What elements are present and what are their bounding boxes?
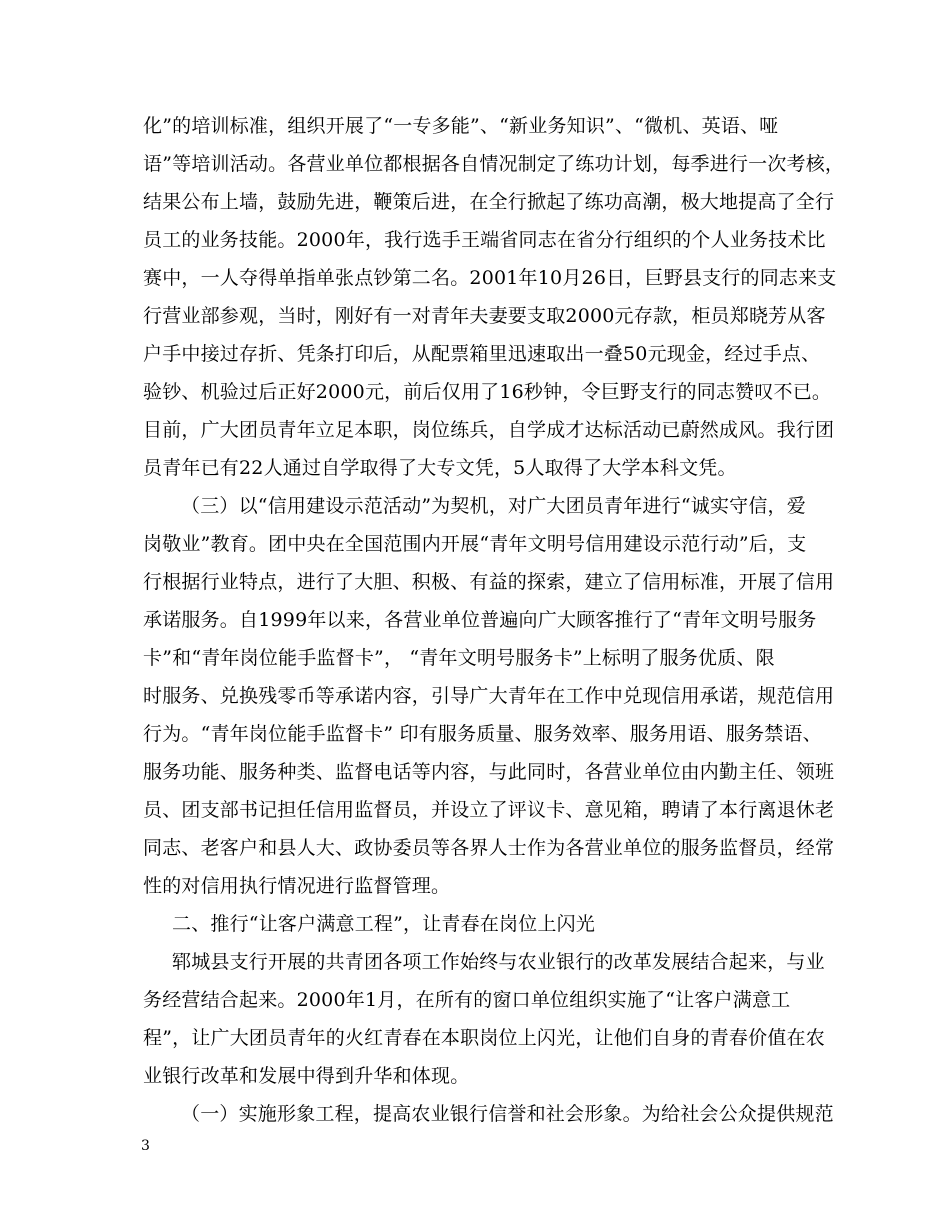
text-line: 员、团支部书记担任信用监督员，并设立了评议卡、意见箱，聘请了本行离退休老 bbox=[143, 799, 835, 821]
text-line: 时服务、兑换残零币等承诺内容，引导广大青年在工作中兑现信用承诺，规范信用 bbox=[143, 685, 835, 707]
paragraph-first-line: （一）实施形象工程，提高农业银行信誉和社会形象。为给社会公众提供规范 bbox=[181, 1103, 834, 1125]
paragraph-first-line: （三）以“信用建设示范活动”为契机，对广大团员青年进行“诚实守信，爱 bbox=[181, 495, 806, 517]
text-line: 行营业部参观，当时，刚好有一对青年夫妻要支取2000元存款，柜员郑晓芳从客 bbox=[143, 305, 826, 327]
text-line: 承诺服务。自1999年以来，各营业单位普遍向广大顾客推行了“青年文明号服务 bbox=[143, 609, 817, 631]
text-line: 同志、老客户和县人大、政协委员等各界人士作为各营业单位的服务监督员，经常 bbox=[143, 837, 835, 859]
text-line: 程”，让广大团员青年的火红青春在本职岗位上闪光，让他们自身的青春价值在农 bbox=[143, 1027, 825, 1049]
text-line: 户手中接过存折、凭条打印后，从配票箱里迅速取出一叠50元现金，经过手点、 bbox=[143, 343, 821, 365]
text-line: 结果公布上墙，鼓励先进，鞭策后进，在全行掀起了练功高潮，极大地提高了全行 bbox=[143, 191, 835, 213]
text-line: 服务功能、服务种类、监督电话等内容，与此同时，各营业单位由内勤主任、领班 bbox=[143, 761, 835, 783]
page-number: 3 bbox=[141, 1138, 150, 1154]
text-line: 员青年已有22人通过自学取得了大专文凭，5人取得了大学本科文凭。 bbox=[143, 457, 737, 479]
text-line: 员工的业务技能。2000年，我行选手王端省同志在省分行组织的个人业务技术比 bbox=[143, 229, 826, 251]
section-heading: 二、推行“让客户满意工程”，让青春在岗位上闪光 bbox=[172, 913, 596, 935]
text-line: 验钞、机验过后正好2000元，前后仅用了16秒钟，令巨野支行的同志赞叹不已。 bbox=[143, 381, 832, 403]
text-line: 目前，广大团员青年立足本职，岗位练兵，自学成才达标活动已蔚然成风。我行团 bbox=[143, 419, 835, 441]
text-line: 化”的培训标准，组织开展了“一专多能”、“新业务知识”、“微机、英语、哑 bbox=[143, 115, 779, 137]
text-line: 岗敬业”教育。团中央在全国范围内开展“青年文明号信用建设示范行动”后，支 bbox=[143, 533, 807, 555]
text-line: 卡”和“青年岗位能手监督卡”， “青年文明号服务卡”上标明了服务优质、限 bbox=[143, 647, 775, 669]
text-line: 行根据行业特点，进行了大胆、积极、有益的探索，建立了信用标准，开展了信用 bbox=[143, 571, 835, 593]
text-line: 赛中，一人夺得单指单张点钞第二名。2001年10月26日，巨野县支行的同志来支 bbox=[143, 267, 837, 289]
text-line: 业银行改革和发展中得到升华和体现。 bbox=[143, 1065, 470, 1087]
paragraph-first-line: 郓城县支行开展的共青团各项工作始终与农业银行的改革发展结合起来，与业 bbox=[172, 951, 825, 973]
text-line: 性的对信用执行情况进行监督管理。 bbox=[143, 875, 451, 897]
text-line: 语”等培训活动。各营业单位都根据各自情况制定了练功计划，每季进行一次考核， bbox=[143, 153, 845, 175]
text-line: 行为。“青年岗位能手监督卡” 印有服务质量、服务效率、服务用语、服务禁语、 bbox=[143, 723, 822, 745]
text-line: 务经营结合起来。2000年1月，在所有的窗口单位组织实施了“让客户满意工 bbox=[143, 989, 791, 1011]
